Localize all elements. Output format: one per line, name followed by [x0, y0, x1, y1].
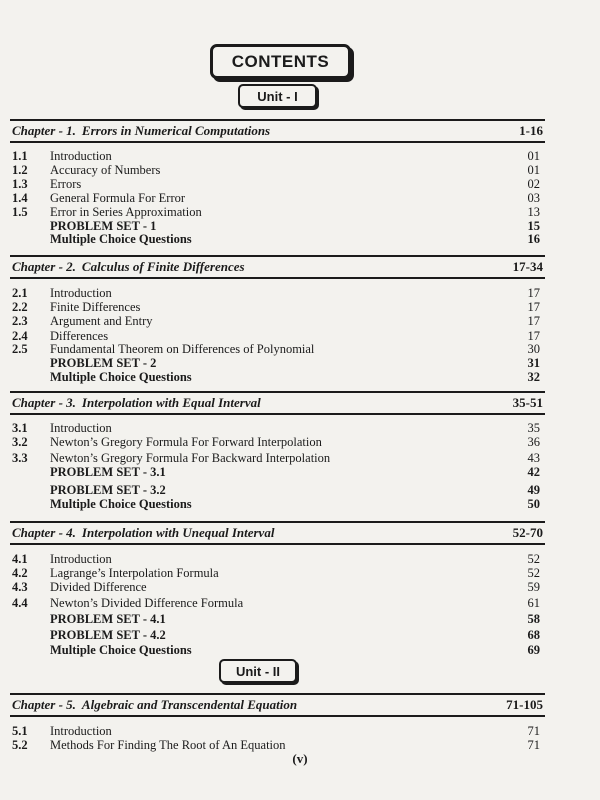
entry-number: 1.1 — [12, 149, 28, 163]
entry-page: 43 — [527, 451, 540, 465]
entry-page: 31 — [527, 356, 540, 370]
entry-number: 4.3 — [12, 580, 28, 594]
entry-title: Fundamental Theorem on Differences of Polynomial — [50, 342, 315, 356]
entry-page: 17 — [527, 329, 540, 343]
chapter-page-range: 35-51 — [512, 395, 543, 410]
chapter-header — [10, 255, 545, 279]
toc-entry — [12, 451, 540, 465]
chapter-page-range: 1-16 — [519, 123, 543, 138]
toc-entry — [12, 342, 540, 356]
toc-entry — [12, 580, 540, 594]
toc-entry — [12, 435, 540, 449]
entry-title: PROBLEM SET - 3.1 — [50, 465, 166, 479]
entry-title: Methods For Finding The Root of An Equation — [50, 738, 286, 752]
entry-page: 52 — [527, 552, 540, 566]
entry-title: Multiple Choice Questions — [50, 232, 192, 246]
toc-entry — [12, 219, 540, 233]
entry-title: PROBLEM SET - 1 — [50, 219, 157, 233]
chapter-label: Chapter - 3. — [12, 395, 76, 410]
entry-page: 68 — [527, 628, 540, 642]
entry-page: 50 — [527, 497, 540, 511]
entry-title: Multiple Choice Questions — [50, 370, 192, 384]
toc-entry — [12, 612, 540, 626]
entry-number: 2.2 — [12, 300, 28, 314]
entry-page: 61 — [527, 596, 540, 610]
toc-entry — [12, 724, 540, 738]
toc-entry — [12, 421, 540, 435]
toc-entry — [12, 370, 540, 384]
toc-entry — [12, 177, 540, 191]
entry-title: General Formula For Error — [50, 191, 186, 205]
entry-page: 17 — [527, 314, 540, 328]
toc-entry — [12, 643, 540, 657]
entry-page: 30 — [527, 342, 540, 356]
chapter-label: Chapter - 2. — [12, 259, 76, 274]
toc-entry — [12, 552, 540, 566]
entry-page: 13 — [527, 205, 540, 219]
entry-number: 3.1 — [12, 421, 28, 435]
entry-title: Newton’s Divided Difference Formula — [50, 596, 244, 610]
toc-entry — [12, 465, 540, 479]
entry-title: PROBLEM SET - 4.2 — [50, 628, 166, 642]
toc-entry — [12, 356, 540, 370]
entry-title: Newton’s Gregory Formula For Forward Interpolation — [50, 435, 322, 449]
toc-entry — [12, 232, 540, 246]
chapter-name: Interpolation with Equal Interval — [81, 395, 261, 410]
entry-page: 16 — [527, 232, 540, 246]
toc-entry — [12, 149, 540, 163]
entry-title: Introduction — [50, 149, 112, 163]
entry-title: Errors — [50, 177, 82, 191]
entry-page: 35 — [527, 421, 540, 435]
entry-title: Differences — [50, 329, 109, 343]
entry-page: 01 — [527, 163, 540, 177]
entry-number: 1.2 — [12, 163, 28, 177]
toc-entry — [12, 497, 540, 511]
toc-entry — [12, 191, 540, 205]
entry-page: 15 — [527, 219, 540, 233]
entry-number: 2.1 — [12, 286, 28, 300]
entry-page: 71 — [527, 738, 540, 752]
entry-title: Error in Series Approximation — [50, 205, 202, 219]
unit-1-label: Unit - I — [238, 84, 317, 108]
entry-title: PROBLEM SET - 3.2 — [50, 483, 166, 497]
entry-title: PROBLEM SET - 4.1 — [50, 612, 166, 626]
entry-title: Introduction — [50, 724, 112, 738]
chapter-header — [10, 391, 545, 415]
toc-entry — [12, 628, 540, 642]
entry-number: 2.4 — [12, 329, 28, 343]
chapter-header — [10, 693, 545, 717]
entry-page: 02 — [527, 177, 540, 191]
entry-page: 52 — [527, 566, 540, 580]
entry-page: 01 — [527, 149, 540, 163]
contents-title: CONTENTS — [210, 44, 351, 79]
entry-number: 3.2 — [12, 435, 28, 449]
entry-title: Divided Difference — [50, 580, 147, 594]
entry-number: 2.5 — [12, 342, 28, 356]
entry-page: 71 — [527, 724, 540, 738]
entry-page: 17 — [527, 300, 540, 314]
chapter-header — [10, 119, 545, 143]
entry-title: Introduction — [50, 421, 112, 435]
entry-number: 4.1 — [12, 552, 28, 566]
toc-entry — [12, 483, 540, 497]
entry-number: 5.1 — [12, 724, 28, 738]
entry-number: 5.2 — [12, 738, 28, 752]
page-number: (v) — [292, 751, 308, 766]
entry-page: 69 — [527, 643, 540, 657]
entry-title: Lagrange’s Interpolation Formula — [50, 566, 219, 580]
entry-number: 3.3 — [12, 451, 28, 465]
chapter-label: Chapter - 1. — [12, 123, 76, 138]
toc-entry — [12, 314, 540, 328]
toc-entry — [12, 329, 540, 343]
chapter-label: Chapter - 4. — [12, 525, 76, 540]
entry-page: 49 — [527, 483, 540, 497]
entry-page: 42 — [527, 465, 540, 479]
chapter-name: Calculus of Finite Differences — [81, 259, 245, 274]
entry-title: Multiple Choice Questions — [50, 643, 192, 657]
entry-number: 2.3 — [12, 314, 28, 328]
entry-page: 17 — [527, 286, 540, 300]
chapter-title — [10, 697, 297, 713]
chapter-title — [10, 525, 274, 541]
unit-2-label: Unit - II — [219, 659, 297, 683]
chapter-page-range: 52-70 — [512, 525, 543, 540]
chapter-name: Errors in Numerical Computations — [81, 123, 271, 138]
chapter-page-range: 71-105 — [506, 697, 543, 712]
chapter-title — [10, 395, 261, 411]
entry-title: Introduction — [50, 286, 112, 300]
entry-page: 36 — [527, 435, 540, 449]
chapter-label: Chapter - 5. — [12, 697, 76, 712]
entry-title: PROBLEM SET - 2 — [50, 356, 157, 370]
entry-number: 1.5 — [12, 205, 28, 219]
entry-page: 03 — [527, 191, 540, 205]
chapter-title — [10, 123, 270, 139]
chapter-page-range: 17-34 — [512, 259, 543, 274]
toc-entry — [12, 163, 540, 177]
entry-page: 58 — [527, 612, 540, 626]
entry-number: 4.2 — [12, 566, 28, 580]
entry-page: 32 — [527, 370, 540, 384]
toc-entry — [12, 566, 540, 580]
entry-title: Finite Differences — [50, 300, 141, 314]
entry-number: 1.3 — [12, 177, 28, 191]
entry-title: Argument and Entry — [50, 314, 153, 328]
entry-number: 1.4 — [12, 191, 28, 205]
toc-entry — [12, 738, 540, 752]
entry-title: Multiple Choice Questions — [50, 497, 192, 511]
toc-entry — [12, 286, 540, 300]
toc-entry — [12, 205, 540, 219]
entry-title: Newton’s Gregory Formula For Backward Interpolation — [50, 451, 331, 465]
chapter-name: Interpolation with Unequal Interval — [81, 525, 275, 540]
entry-number: 4.4 — [12, 596, 28, 610]
entry-title: Accuracy of Numbers — [50, 163, 161, 177]
entry-title: Introduction — [50, 552, 112, 566]
entry-page: 59 — [527, 580, 540, 594]
toc-entry — [12, 300, 540, 314]
chapter-header — [10, 521, 545, 545]
toc-entry — [12, 596, 540, 610]
chapter-title — [10, 259, 245, 275]
chapter-name: Algebraic and Transcendental Equation — [81, 697, 298, 712]
